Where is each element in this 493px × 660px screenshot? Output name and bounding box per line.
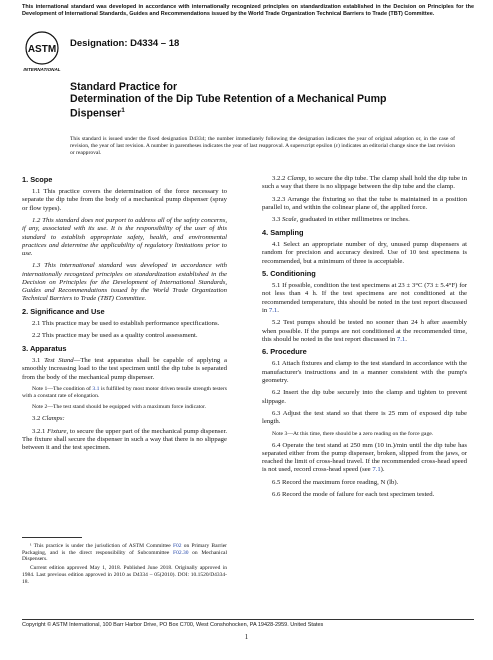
ref-link-7-1[interactable]: 7.1 (396, 335, 406, 343)
paragraph-3-2-2: 3.2.2 Clamp, to secure the dip tube. The clamp shall hold the dip tube in such a way that there is no slippage between the dip tube and the clamp. (262, 175, 467, 191)
paragraph-2-2: 2.2 This practice may be used as a quality control assessment. (32, 332, 198, 340)
ref-link-7-1[interactable]: 7.1 (372, 466, 381, 474)
paragraph-3-2-3: 3.2.3 Arrange the fixturing so that the tube is maintained in a position parallel to, and within the colinear plane of, the applied force. (262, 195, 467, 211)
paragraph-1-2: 1.2 This standard does not purport to address all of the safety concerns, if any, associated with its use. It is the responsibility of the user of this standard to establish appropriate safety, health, and environmental practices and determine the applicability of regulatory limitations prior to use. (22, 217, 227, 257)
svg-text:INTERNATIONAL: INTERNATIONAL (23, 67, 61, 72)
paragraph-1-3: 1.3 This international standard was developed in accordance with internationally recognized principles on standardization established in the Decision on Principles for the Development of International Standards, Guides and Recommendations issued by the World Trade Organization Technical Barriers to Trade (TBT) Committee. (22, 262, 227, 303)
note-2: Note 2—The test stand should be equipped with a maximum force indicator. (32, 403, 207, 410)
subcommittee-link[interactable]: F02.30 (173, 549, 189, 556)
title-footnote-mark[interactable]: 1 (121, 107, 125, 114)
section-heading-conditioning: 5. Conditioning (262, 269, 316, 279)
document-title (70, 81, 400, 120)
paragraph-5-2: 5.2 Test pumps should be tested no sooner than 24 h after assembly when possible. If the pumps are not conditioned at the recommended time, this should be noted in the test report discussed in 7.1. (262, 319, 467, 343)
footnote-1: ¹ This practice is under the jurisdiction of ASTM Committee F02 on Primary Barrier Packaging, and is the direct responsibility of Subcommittee F02.30 on Mechanical Dispensers. (22, 543, 228, 563)
section-heading-significance: 2. Significance and Use (22, 306, 105, 316)
paragraph-3-1: 3.1 Test Stand—The test apparatus shall be capable of applying a smoothly increasing load to the test specimen until the dip tube is separated from the body of the mechanical pump dispenser. (22, 357, 227, 381)
committee-link[interactable]: F02 (172, 543, 182, 549)
issued-note: This standard is issued under the fixed designation D4334; the number immediately following the designation indicates the year of original adoption or, in the case of revision, the year of last revision. A number in parentheses indicates the year of last reapproval. A superscript epsilon (ε) indicates an editorial change since the last revision or reapproval. (70, 136, 455, 156)
note-3: Note 3—At this time, there should be a zero reading on the force gage. (272, 430, 434, 437)
section-heading-procedure: 6. Procedure (262, 347, 307, 357)
section-heading-scope: 1. Scope (22, 175, 53, 184)
section-heading-sampling: 4. Sampling (262, 227, 304, 237)
astm-logo-icon (22, 29, 62, 73)
title-line-1: Standard Practice for (70, 81, 178, 93)
title-line-2: Determination of the Dip Tube Retention of a Mechanical Pump Dispenser$^1$ (70, 93, 387, 120)
paragraph-4-1: 4.1 Select an appropriate number of dry, unused pump dispensers at random for precision and accuracy desired. Use of 10 test specimens is recommended, but a minimum of three is acceptable. (262, 241, 467, 265)
paragraph-6-5: 6.5 Record the maximum force reading, N (lb). (272, 478, 399, 486)
paragraph-6-3: 6.3 Adjust the test stand so that there is 25 mm of exposed dip tube length. (262, 410, 467, 426)
footnote-edition: Current edition approved May 1, 2018. Published June 2018. Originally approved in 1984. Last previous edition approved in 2010 as D4334 – 05(2010). DOI: 10.1520/D4334-18. (22, 565, 227, 585)
designation: Designation: D4334 – 18 (70, 38, 180, 49)
paragraph-3-3: 3.3 Scale, graduated in either millimetres or inches. (272, 216, 410, 224)
right-column (262, 175, 467, 504)
tbt-notice: This international standard was developed in accordance with internationally recognized principles on standardization established in the Decision on Principles for the Development of International Standards, Guides and Recommendations issued by the World Trade Organization Technical Barriers to Trade (TBT) Committee. (22, 4, 474, 17)
footnote (22, 543, 227, 587)
paragraph-6-6: 6.6 Record the mode of failure for each test specimen tested. (272, 491, 435, 499)
note-1: Note 1—The condition of 3.1 is fulfilled by most motor driven tensile strength testers with a constant rate of elongation. (22, 386, 227, 399)
left-column (22, 173, 227, 456)
page-number: 1 (244, 633, 249, 641)
paragraph-6-2: 6.2 Insert the dip tube securely into the clamp and tighten to prevent slippage. (262, 389, 467, 405)
paragraph-3-2-1: 3.2.1 Fixture, to secure the upper part of the mechanical pump dispenser. The fixture shall secure the dispenser in such a way that there is no slippage between it and the test specimen. (22, 427, 228, 451)
paragraph-2-1: 2.1 This practice may be used to establish performance specifications. (32, 319, 220, 327)
footnote-divider (22, 537, 82, 538)
paragraph-1-1: 1.1 This practice covers the determination of the force necessary to separate the dip tube from the body of a mechanical pump dispenser (spray or flow types). (22, 188, 227, 212)
paragraph-6-1: 6.1 Attach fixtures and clamp to the test standard in accordance with the manufacturer's instructions and in a manner consistent with the pump's geometry. (262, 360, 467, 384)
section-heading-apparatus: 3. Apparatus (22, 343, 67, 353)
ref-link-7-1[interactable]: 7.1 (268, 306, 278, 314)
copyright: Copyright © ASTM International, 100 Barr Harbor Drive, PO Box C700, West Conshohocken, PA 19428-2959. United States (22, 619, 474, 628)
ref-link-3-1[interactable]: 3.1 (92, 386, 100, 393)
svg-text:ASTM: ASTM (27, 44, 57, 55)
paragraph-3-2: 3.2 Clamps: (32, 415, 65, 423)
paragraph-6-4: 6.4 Operate the test stand at 250 mm (10 in.)/min until the dip tube has separated either from the pump dispenser, broken, slipped from the jaws, or reached the limit of cross-head travel. If the recommended cross-head speed is not used, record cross-head speed (see 7.1). (262, 441, 467, 474)
paragraph-5-1: 5.1 If possible, condition the test specimens at 23 ± 3°C (73 ± 5.4°F) for not less than 4 h. If the test specimens are not conditioned at the recommended temperature, this should be noted in the test report discussed in 7.1. (262, 282, 467, 314)
